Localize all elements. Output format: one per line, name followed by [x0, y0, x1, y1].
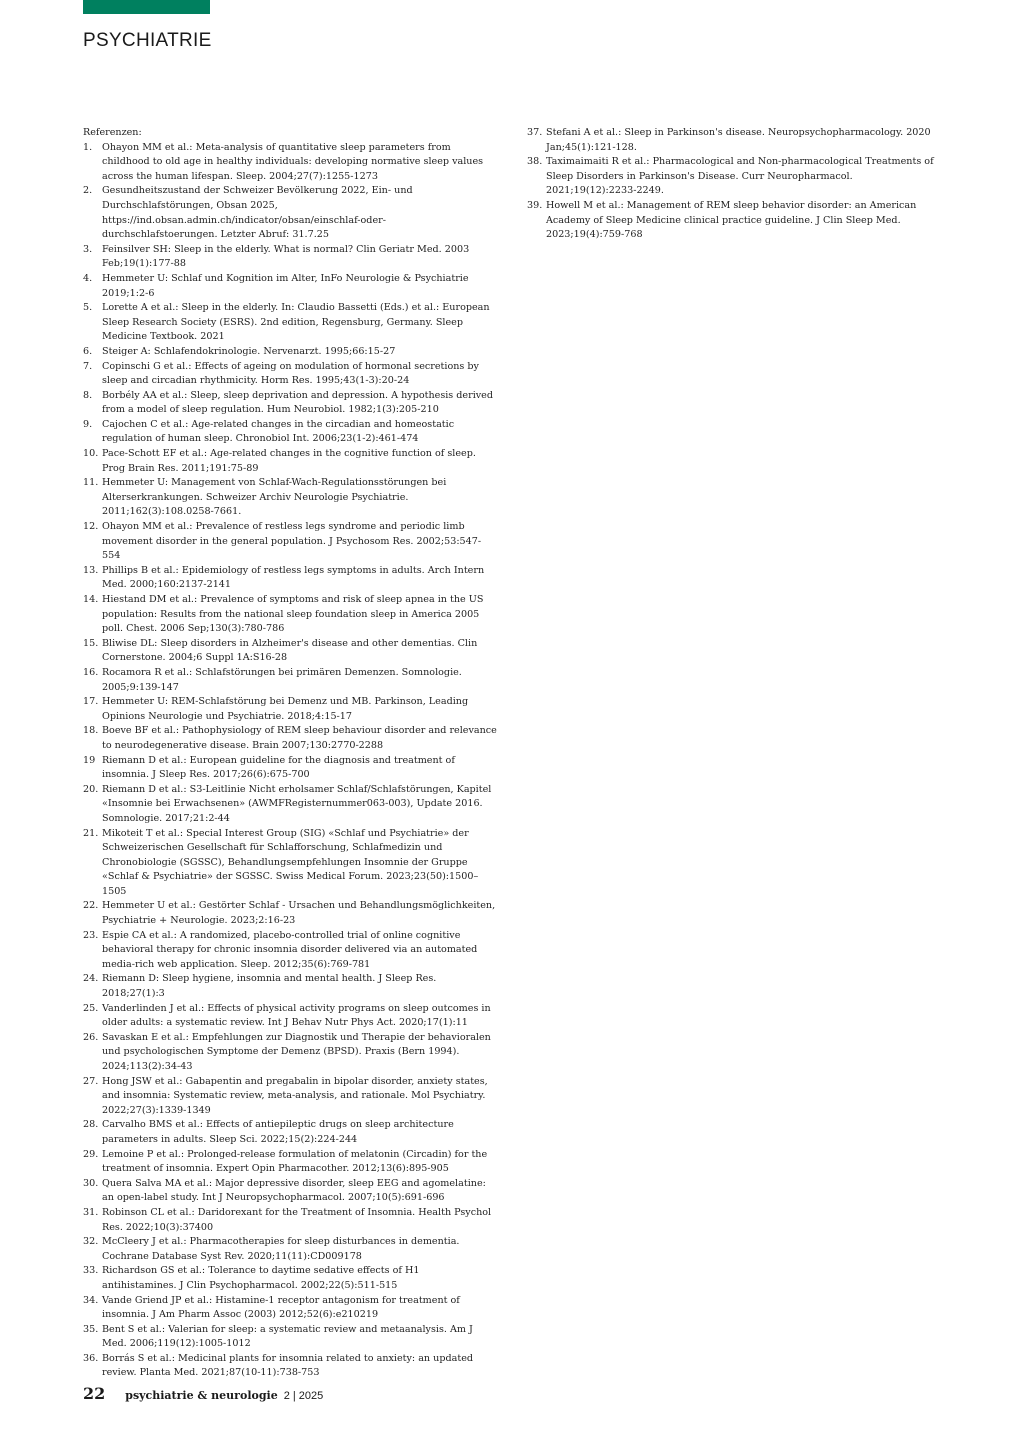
reference-text: Hiestand DM et al.: Prevalence of symptoms and risk of sleep apnea in the US population: Results from the national sleep foundation sleep in America 2005 poll. Chest. 2006 Sep;130(3):780-786	[102, 594, 484, 635]
reference-item	[83, 1235, 497, 1264]
reference-number: 14.	[83, 594, 99, 605]
reference-item	[83, 301, 497, 345]
reference-item	[83, 593, 497, 637]
reference-number: 33.	[83, 1265, 99, 1277]
reference-item	[83, 929, 497, 973]
issue-number: 2 | 2025	[283, 1390, 324, 1402]
reference-text: Feinsilver SH: Sleep in the elderly. What is normal? Clin Geriatr Med. 2003 Feb;19(1):177-88	[102, 243, 470, 270]
reference-item	[83, 1002, 497, 1031]
reference-text: Richardson GS et al.: Tolerance to daytime sedative effects of H1 antihistamines. J Clin Psychopharmacol. 2002;22(5):511-515	[102, 1265, 420, 1291]
section-title: PSYCHIATRIE	[83, 30, 212, 51]
reference-text: Carvalho BMS et al.: Effects of antiepileptic drugs on sleep architecture parameters in adults. Sleep Sci. 2022;15(2):224-244	[102, 1119, 454, 1145]
references-column-left	[83, 126, 497, 1381]
reference-number: 20.	[83, 783, 99, 795]
reference-number: 9.	[83, 418, 93, 430]
reference-number: 1.	[83, 141, 93, 153]
reference-number: 5.	[83, 302, 93, 314]
reference-item	[83, 272, 497, 301]
reference-text: Espie CA et al.: A randomized, placebo-controlled trial of online cognitive behavioral therapy for chronic insomnia disorder delivered via an automated media-rich web application. Sleep. 2012;35(6):769-781	[102, 929, 478, 970]
reference-number: 6.	[83, 345, 93, 357]
reference-text: Stefani A et al.: Sleep in Parkinson's disease. Neuropsychopharmacology. 2020 Jan;45(1):121-128.	[546, 127, 931, 153]
reference-number: 28.	[83, 1119, 99, 1131]
reference-item	[83, 827, 497, 900]
reference-number: 26.	[83, 1031, 99, 1043]
reference-text: Hong JSW et al.: Gabapentin and pregabalin in bipolar disorder, anxiety states, and insomnia: Systematic review, meta-analysis, and rationale. Mol Psychiatry. 2022;27(3):1339-1349	[102, 1075, 488, 1116]
reference-number: 11.	[83, 477, 99, 489]
reference-list-left	[83, 141, 497, 1381]
reference-text: Pace-Schott EF et al.: Age-related changes in the cognitive function of sleep. Prog Brain Res. 2011;191:75-89	[102, 448, 476, 474]
reference-number: 21.	[83, 827, 99, 839]
reference-item	[83, 695, 497, 724]
reference-item	[83, 783, 497, 827]
reference-number: 15.	[83, 637, 99, 649]
reference-text: Quera Salva MA et al.: Major depressive disorder, sleep EEG and agomelatine: an open-label study. Int J Neuropsychopharmacol. 2007;10(5):691-696	[102, 1177, 486, 1204]
reference-item	[83, 1294, 497, 1323]
reference-number: 12.	[83, 521, 99, 533]
reference-item	[83, 389, 497, 418]
reference-text: Lorette A et al.: Sleep in the elderly. In: Claudio Bassetti (Eds.) et al.: European Sleep Research Society (ESRS). 2nd edition, Regensburg, Germany. Sleep Medicine Textbook. 2021	[102, 302, 490, 343]
reference-text: Riemann D et al.: European guideline for the diagnosis and treatment of insomnia. J Sleep Res. 2017;26(6):675-700	[102, 754, 455, 781]
reference-text: Robinson CL et al.: Daridorexant for the Treatment of Insomnia. Health Psychol Res. 2022;10(3):37400	[102, 1206, 492, 1233]
reference-text: Rocamora R et al.: Schlafstörungen bei primären Demenzen. Somnologie. 2005;9:139-147	[102, 666, 462, 693]
reference-item	[83, 141, 497, 185]
reference-text: Gesundheitszustand der Schweizer Bevölkerung 2022, Ein- und Durchschlafstörungen, Obsan 2025, https://ind.obsan.admin.ch/indicator/obsan/einschlaf-oder-durchschlafstoerungen. Letzter Abruf: 31.7.25	[102, 185, 413, 241]
reference-text: Vanderlinden J et al.: Effects of physical activity programs on sleep outcomes in older adults: a systematic review. Int J Behav Nutr Phys Act. 2020;17(1):11	[102, 1002, 491, 1029]
reference-text: Riemann D: Sleep hygiene, insomnia and mental health. J Sleep Res. 2018;27(1):3	[102, 973, 437, 1000]
reference-item	[83, 476, 497, 520]
reference-text: Lemoine P et al.: Prolonged-release formulation of melatonin (Circadin) for the treatment of insomnia. Expert Opin Pharmacother. 2012;13(6):895-905	[102, 1148, 488, 1175]
reference-item	[83, 418, 497, 447]
reference-text: Hemmeter U et al.: Gestörter Schlaf - Ursachen und Behandlungsmöglichkeiten, Psychiatrie + Neurologie. 2023;2:16-23	[102, 900, 496, 927]
references-column-right	[527, 126, 942, 243]
reference-item	[83, 899, 497, 928]
reference-number: 35.	[83, 1323, 99, 1335]
reference-item	[83, 447, 497, 476]
reference-item	[83, 360, 497, 389]
reference-number: 3.	[83, 243, 93, 255]
reference-number: 37.	[527, 127, 543, 138]
reference-item	[83, 1031, 497, 1075]
reference-item	[83, 1177, 497, 1206]
reference-text: Ohayon MM et al.: Prevalence of restless legs syndrome and periodic limb movement disorder in the general population. J Psychosom Res. 2002;53:547-554	[102, 521, 482, 562]
reference-text: McCleery J et al.: Pharmacotherapies for sleep disturbances in dementia. Cochrane Database Syst Rev. 2020;11(11):CD009178	[102, 1236, 460, 1262]
reference-number: 10.	[83, 448, 99, 460]
reference-number: 18.	[83, 725, 99, 737]
reference-text: Taximaimaiti R et al.: Pharmacological and Non-pharmacological Treatments of Sleep Disorders in Parkinson's Disease. Curr Neuropharmacol. 2021;19(12):2233-2249.	[546, 156, 934, 197]
reference-number: 25.	[83, 1002, 99, 1014]
reference-item	[83, 666, 497, 695]
reference-text: Vande Griend JP et al.: Histamine-1 receptor antagonism for treatment of insomnia. J Am Pharm Assoc (2003) 2012;52(6):e210219	[102, 1294, 460, 1321]
reference-item	[83, 637, 497, 666]
reference-text: Copinschi G et al.: Effects of ageing on modulation of hormonal secretions by sleep and circadian rhythmicity. Horm Res. 1995;43(1-3):20-24	[102, 360, 479, 387]
journal-name: psychiatrie & neurologie	[125, 1389, 278, 1402]
reference-number: 8.	[83, 389, 93, 401]
reference-text: Hemmeter U: REM-Schlafstörung bei Demenz und MB. Parkinson, Leading Opinions Neurologie und Psychiatrie. 2018;4:15-17	[102, 696, 469, 722]
reference-item	[83, 1206, 497, 1235]
reference-number: 34.	[83, 1294, 99, 1306]
page-number: 22	[83, 1384, 106, 1403]
section-accent-bar	[83, 0, 210, 14]
reference-item	[83, 1148, 497, 1177]
reference-item	[527, 155, 942, 199]
reference-number: 23.	[83, 929, 99, 941]
reference-number: 29.	[83, 1148, 99, 1160]
reference-text: Howell M et al.: Management of REM sleep behavior disorder: an American Academy of Sleep Medicine clinical practice guideline. J Clin Sleep Med. 2023;19(4):759-768	[546, 199, 917, 241]
reference-number: 4.	[83, 272, 93, 284]
reference-text: Savaskan E et al.: Empfehlungen zur Diagnostik und Therapie der behavioralen und psychologischen Symptome der Demenz (BPSD). Praxis (Bern 1994). 2024;113(2):34-43	[102, 1031, 491, 1072]
reference-text: Borbély AA et al.: Sleep, sleep deprivation and depression. A hypothesis derived from a model of sleep regulation. Hum Neurobiol. 1982;1(3):205-210	[102, 389, 493, 416]
reference-item	[83, 972, 497, 1001]
reference-number: 24.	[83, 973, 99, 985]
reference-number: 7.	[83, 360, 93, 372]
reference-text: Mikoteit T et al.: Special Interest Group (SIG) «Schlaf und Psychiatrie» der Schweizerischen Gesellschaft für Schlafforschung, Schlafmedizin und Chronobiologie (SGSSC), Behandlungsempfehlungen Insomnie der Gruppe «Schlaf & Psychiatrie» der SGSSC. Swiss Medical Forum. 2023;23(50):1500–1505	[102, 827, 479, 897]
reference-item	[83, 564, 497, 593]
reference-number: 2.	[83, 185, 93, 197]
reference-text: Riemann D et al.: S3-Leitlinie Nicht erholsamer Schlaf/Schlafstörungen, Kapitel «Insomnie bei Erwachsenen» (AWMFRegisternummer063-003), Update 2016. Somnologie. 2017;21:2-44	[102, 783, 492, 824]
reference-text: Hemmeter U: Management von Schlaf-Wach-Regulationsstörungen bei Alterserkrankungen. Schweizer Archiv Neurologie Psychiatrie. 2011;162(3):108.0258-7661.	[102, 477, 447, 518]
reference-number: 36.	[83, 1352, 99, 1364]
reference-item	[83, 724, 497, 753]
reference-number: 19	[83, 754, 96, 766]
reference-number: 13.	[83, 564, 99, 576]
reference-number: 22.	[83, 900, 99, 912]
page-footer	[83, 1384, 323, 1403]
reference-text: Boeve BF et al.: Pathophysiology of REM sleep behaviour disorder and relevance to neurodegenerative disease. Brain 2007;130:2770-2288	[102, 725, 497, 751]
reference-number: 17.	[83, 696, 99, 708]
reference-item	[527, 199, 942, 243]
reference-text: Cajochen C et al.: Age-related changes in the circadian and homeostatic regulation of human sleep. Chronobiol Int. 2006;23(1-2):461-474	[102, 418, 455, 445]
reference-item	[83, 345, 497, 360]
reference-item	[83, 184, 497, 242]
reference-number: 38.	[527, 156, 543, 168]
reference-item	[83, 754, 497, 783]
reference-number: 39.	[527, 199, 543, 211]
reference-item	[83, 1323, 497, 1352]
reference-item	[83, 1075, 497, 1119]
reference-text: Phillips B et al.: Epidemiology of restless legs symptoms in adults. Arch Intern Med. 2000;160:2137-2141	[102, 564, 485, 591]
reference-number: 30.	[83, 1177, 99, 1189]
reference-text: Bliwise DL: Sleep disorders in Alzheimer's disease and other dementias. Clin Cornerstone. 2004;6 Suppl 1A:S16-28	[102, 637, 478, 664]
reference-item	[527, 126, 942, 155]
reference-number: 16.	[83, 666, 99, 678]
reference-item	[83, 1352, 497, 1381]
reference-text: Bent S et al.: Valerian for sleep: a systematic review and metaanalysis. Am J Med. 2006;119(12):1005-1012	[102, 1323, 473, 1350]
reference-text: Hemmeter U: Schlaf und Kognition im Alter, InFo Neurologie & Psychiatrie 2019;1:2-6	[102, 272, 469, 299]
reference-number: 32.	[83, 1236, 99, 1248]
reference-item	[83, 520, 497, 564]
reference-item	[83, 243, 497, 272]
reference-number: 27.	[83, 1075, 99, 1087]
reference-number: 31.	[83, 1206, 99, 1218]
reference-text: Ohayon MM et al.: Meta-analysis of quantitative sleep parameters from childhood to old age in healthy individuals: developing normative sleep values across the human lifespan. Sleep. 2004;27(7):1255-1273	[102, 141, 484, 182]
reference-text: Steiger A: Schlafendokrinologie. Nervenarzt. 1995;66:15-27	[102, 345, 396, 357]
reference-text: Borrás S et al.: Medicinal plants for insomnia related to anxiety: an updated review. Planta Med. 2021;87(10-11):738-753	[102, 1352, 474, 1379]
reference-list-right	[527, 126, 942, 243]
reference-item	[83, 1118, 497, 1147]
references-heading: Referenzen:	[83, 127, 142, 138]
reference-item	[83, 1264, 497, 1293]
